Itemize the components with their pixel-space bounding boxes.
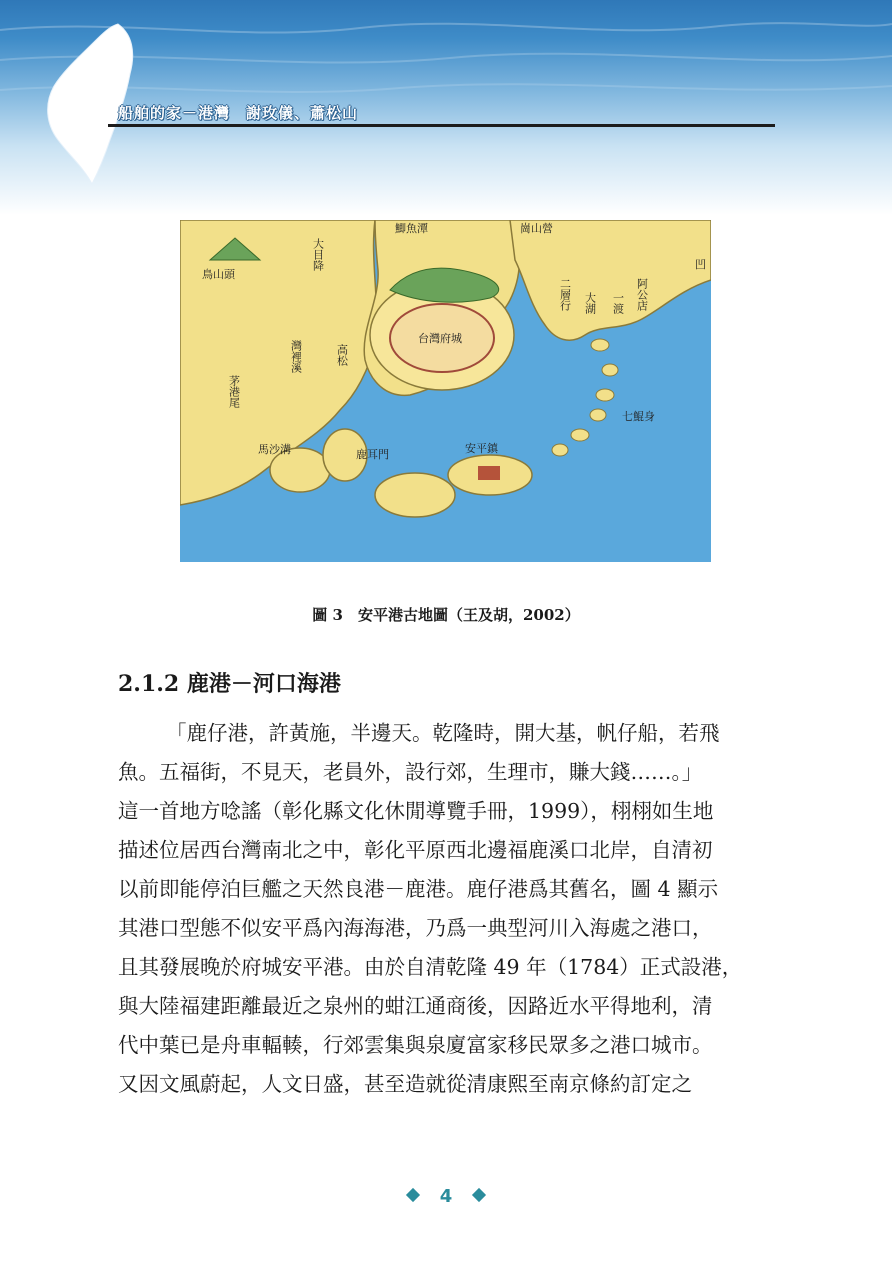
map-label-luermen: 鹿耳門 [356, 448, 389, 461]
map-label-agongdian: 阿公店 [635, 278, 649, 311]
diamond-left-icon [406, 1188, 420, 1202]
map-label-masha: 馬沙溝 [258, 443, 291, 456]
map-label-erceng: 二層行 [558, 278, 572, 311]
page-number: 4 [439, 1186, 453, 1207]
paragraph-line: 描述位居西台灣南北之中，彰化平原西北邊福鹿溪口北岸，自清初 [118, 838, 713, 862]
paragraph-line: 其港口型態不似安平爲內海海港，乃爲一典型河川入海處之港口， [118, 916, 713, 940]
anping-harbor-map [180, 220, 711, 562]
paragraph-line: 「鹿仔港，許黃施，半邊天。乾隆時，開大基，帆仔船，若飛 [166, 721, 720, 745]
page-footer [0, 1186, 892, 1207]
map-label-qikun: 七鯤身 [622, 410, 655, 423]
diamond-right-icon [472, 1188, 486, 1202]
map-label-tangzhu: 鯽魚潭 [395, 222, 428, 235]
map-anping-fort-icon [478, 466, 500, 480]
map-label-ao: 凹 [695, 258, 706, 271]
section-heading: 2.1.2 鹿港－河口海港 [118, 671, 341, 697]
map-label-fucheng: 台灣府城 [418, 332, 462, 345]
map-label-damujiang: 大目降 [311, 238, 325, 271]
map-label-wanli: 灣裡溪 [289, 340, 303, 373]
map-label-gangshan: 崗山營 [520, 222, 553, 235]
map-label-dashan: 鳥山頭 [202, 268, 235, 281]
map-label-yiqu: 一渡 [611, 292, 625, 314]
paragraph-line: 又因文風蔚起，人文日盛，甚至造就從清康熙至南京條約訂定之 [118, 1072, 692, 1096]
paragraph-line: 且其發展晚於府城安平港。由於自清乾隆 49 年（1784）正式設港， [118, 955, 743, 979]
figure-caption: 圖 3 安平港古地圖（王及胡，2002） [312, 606, 580, 624]
map-label-dahu: 大湖 [583, 292, 597, 314]
paragraph-line: 這一首地方唸謠（彰化縣文化休閒導覽手冊，1999），栩栩如生地 [118, 799, 714, 823]
paragraph-line: 以前即能停泊巨艦之天然良港－鹿港。鹿仔港爲其舊名，圖 4 顯示 [118, 877, 719, 901]
map-label-maogang: 茅港尾 [227, 375, 241, 408]
paragraph-line: 魚。五福街，不見天，老員外，設行郊，生理市，賺大錢……。」 [118, 760, 703, 784]
body-paragraph [118, 714, 778, 1104]
header-rule [108, 124, 775, 127]
paragraph-line: 代中葉已是舟車輻輳，行郊雲集與泉廈富家移民眾多之港口城市。 [118, 1033, 713, 1057]
map-label-gaosong: 高松 [335, 344, 349, 366]
running-header-title: 船舶的家－港灣 謝玫儀、蕭松山 [118, 104, 359, 122]
paragraph-line: 與大陸福建距離最近之泉州的蚶江通商後，因路近水平得地利，清 [118, 994, 713, 1018]
map-label-anping: 安平鎮 [465, 442, 498, 455]
map-island-luermen [375, 473, 455, 517]
